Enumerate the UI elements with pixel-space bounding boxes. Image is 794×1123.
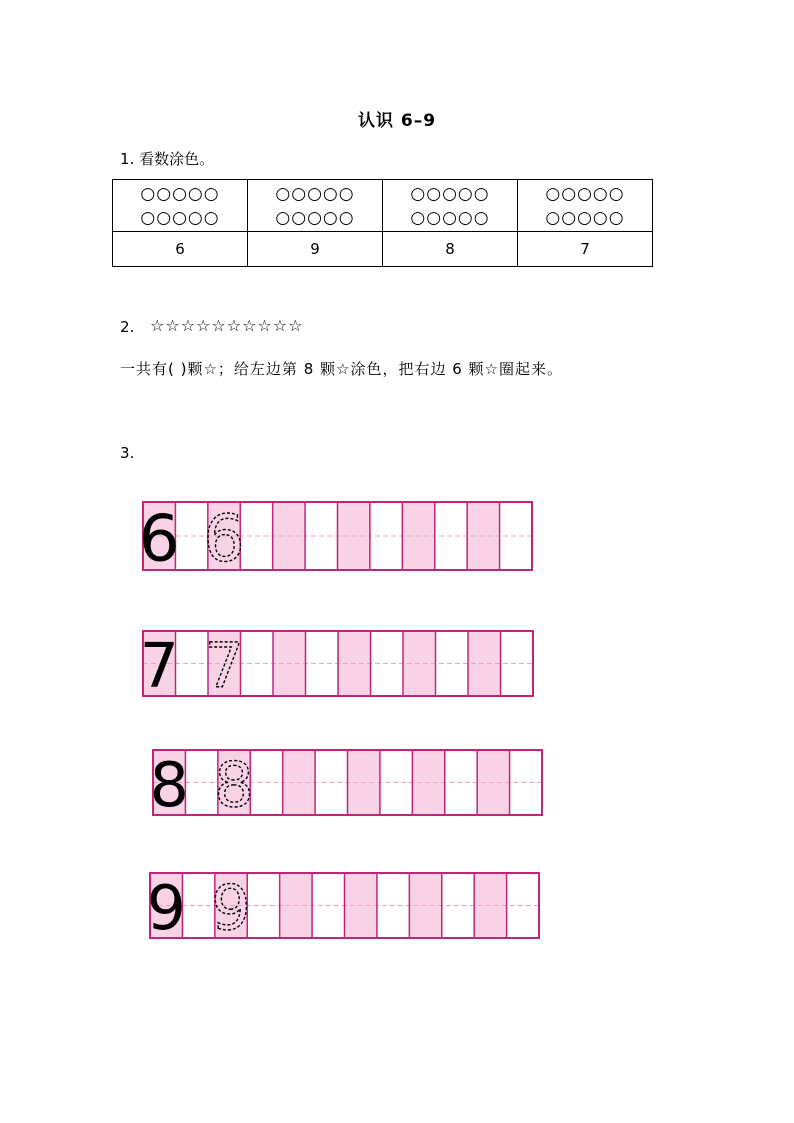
- circle-row: ○○○○○: [275, 183, 355, 204]
- circle-cell[interactable]: [248, 180, 383, 232]
- question-1-label: 1. 看数涂色。: [120, 150, 215, 168]
- number-cell: 6: [113, 232, 248, 267]
- circle-row: ○○○○○: [545, 183, 625, 204]
- trace-digit: 7: [204, 629, 244, 702]
- circle-row: ○○○○○: [140, 207, 220, 228]
- circle-row: ○○○○○: [275, 207, 355, 228]
- writing-grid-8[interactable]: [149, 748, 542, 821]
- question-2-text: 一共有( )颗☆；给左边第 8 颗☆涂色，把右边 6 颗☆圈起来。: [120, 360, 563, 378]
- circle-cell[interactable]: [518, 180, 653, 232]
- number-cell: 9: [248, 232, 383, 267]
- writing-grid-9[interactable]: [146, 871, 539, 944]
- trace-digit: 8: [214, 748, 254, 821]
- circle-coloring-table: [112, 179, 653, 267]
- circle-row: ○○○○○: [410, 207, 490, 228]
- number-cell: 7: [518, 232, 653, 267]
- circle-row: ○○○○○: [545, 207, 625, 228]
- model-digit: 8: [149, 748, 189, 821]
- trace-digit: 6: [203, 501, 245, 577]
- circle-row: ○○○○○: [140, 183, 220, 204]
- circle-cell[interactable]: [383, 180, 518, 232]
- star-row: ☆☆☆☆☆☆☆☆☆☆: [150, 316, 304, 335]
- writing-grid-6[interactable]: [138, 501, 532, 577]
- writing-grid-7[interactable]: [139, 629, 533, 702]
- circle-cell[interactable]: [113, 180, 248, 232]
- model-digit: 7: [139, 629, 179, 702]
- number-cell: 8: [383, 232, 518, 267]
- model-digit: 9: [146, 871, 186, 944]
- question-2-label: 2.: [120, 318, 135, 336]
- trace-digit: 9: [211, 871, 251, 944]
- model-digit: 6: [138, 501, 180, 577]
- page-title: 认识 6–9: [357, 111, 437, 131]
- question-3-label: 3.: [120, 444, 135, 462]
- circle-row: ○○○○○: [410, 183, 490, 204]
